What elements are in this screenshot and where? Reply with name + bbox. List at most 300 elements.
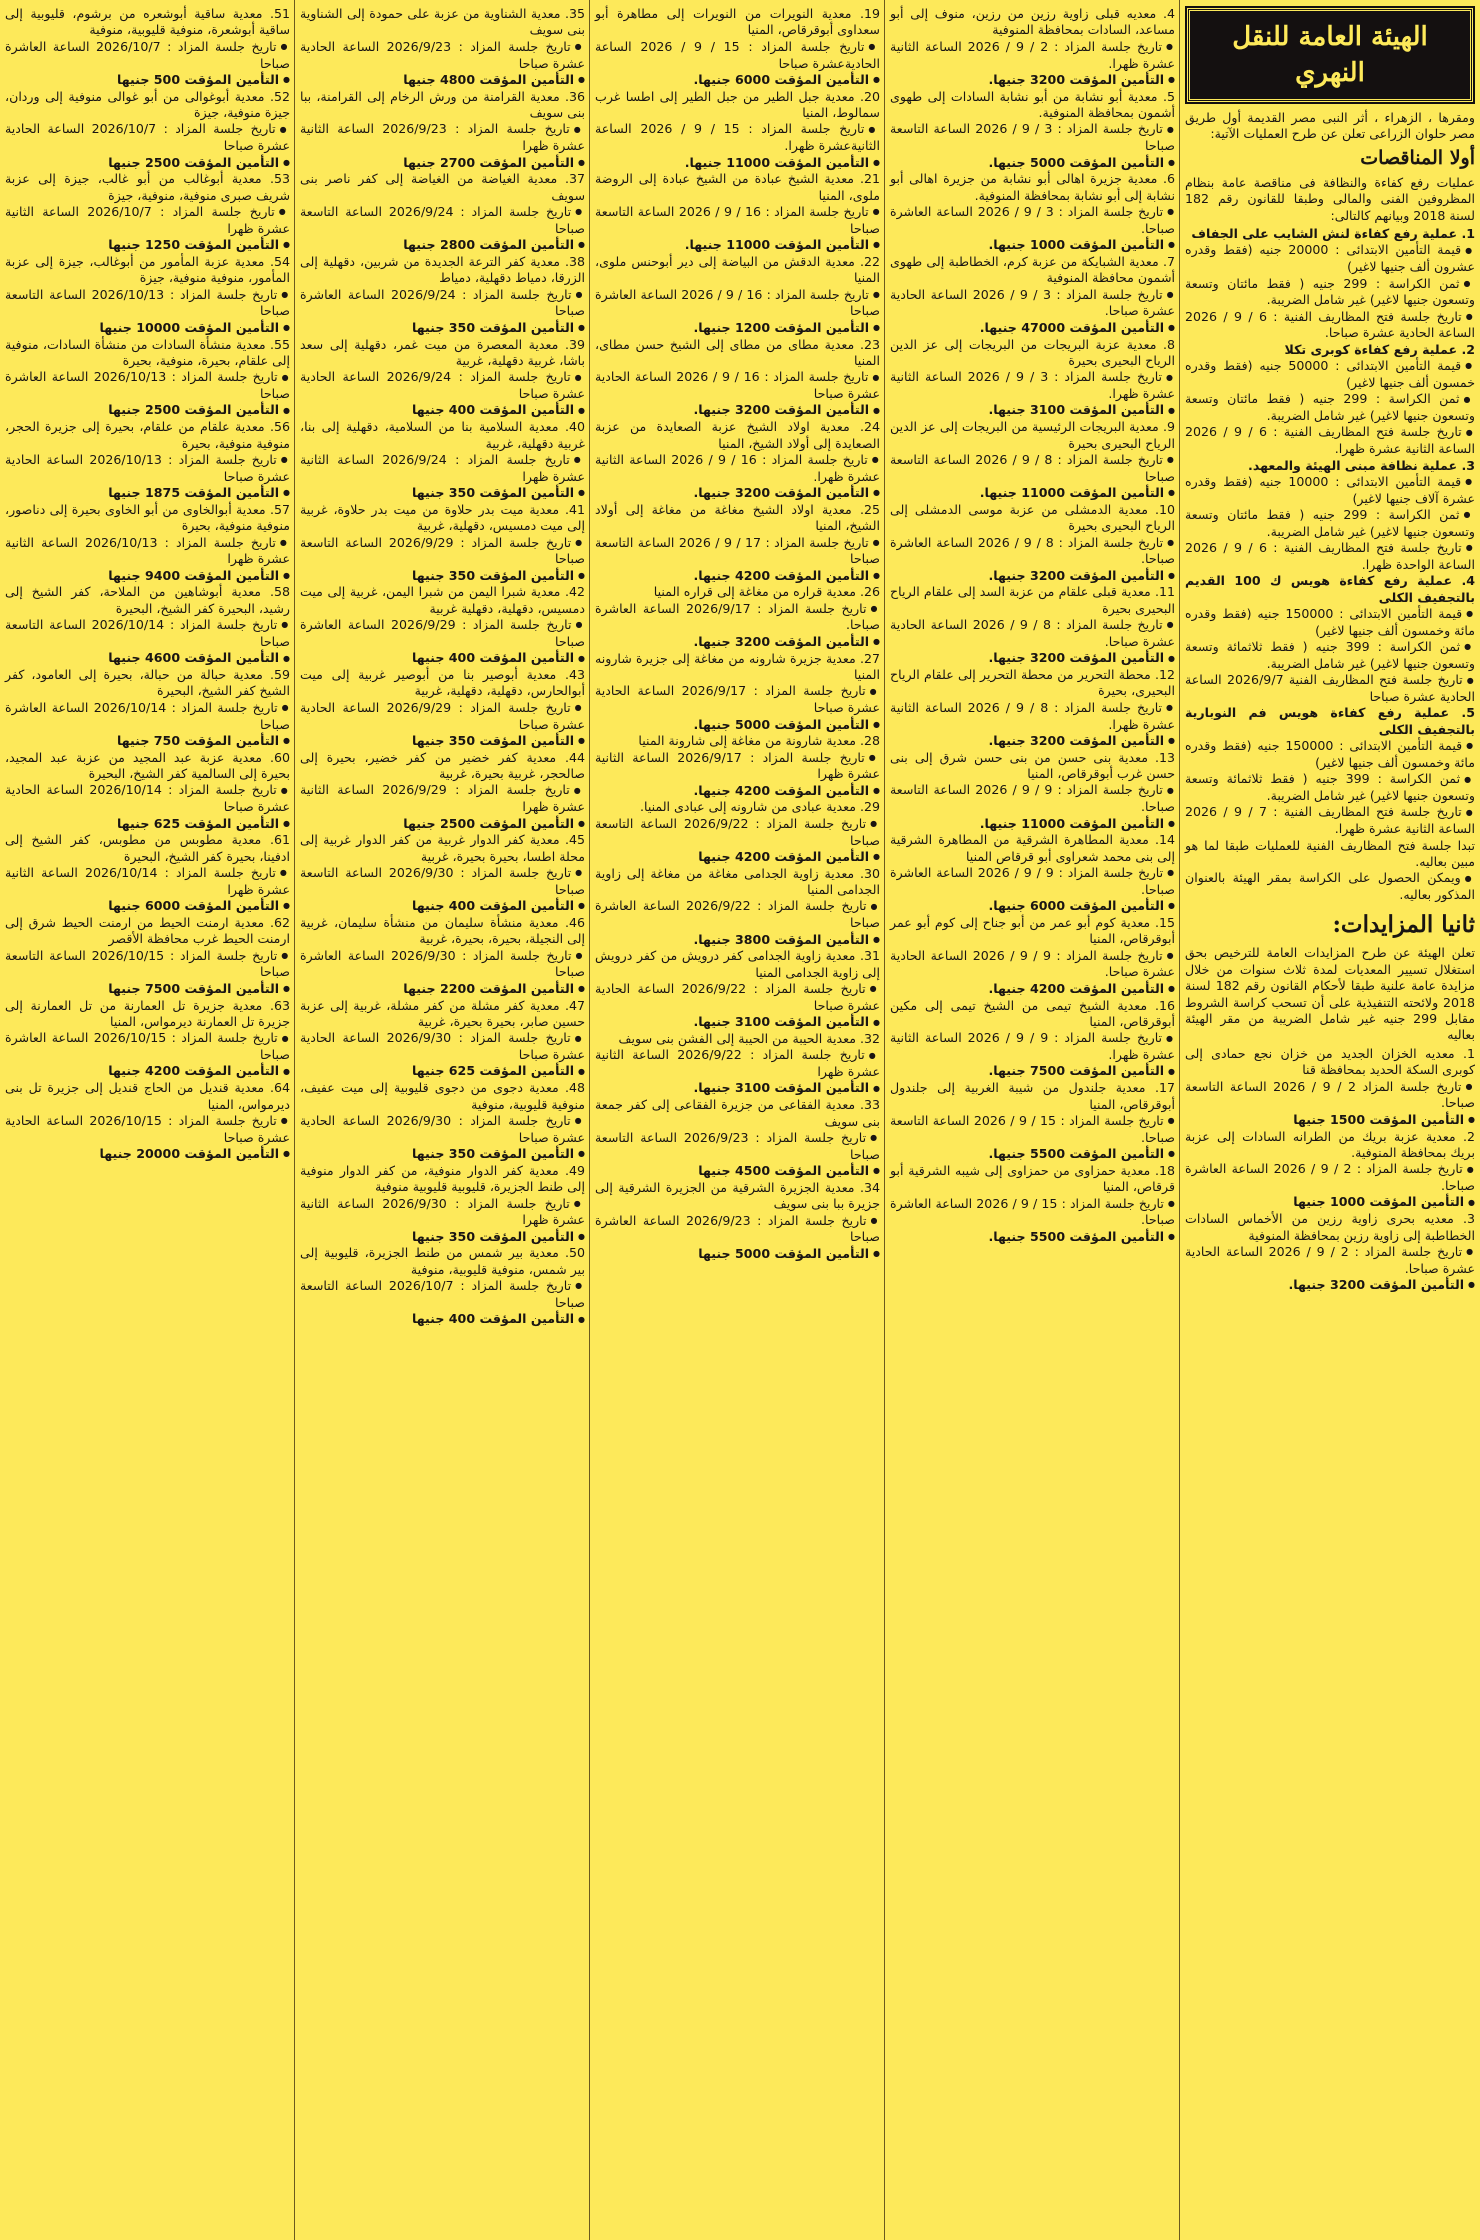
tender-item	[1185, 705, 1475, 837]
ferry-deposit: ● التأمين المؤقت 350 جنيها	[300, 1229, 585, 1246]
ferry-route: 20. معدية جبل الطير من جبل الطير إلى اطسا غرب سمالوط، المنيا	[595, 88, 880, 121]
ferry-item	[595, 502, 880, 585]
ferry-deposit: ● التأمين المؤقت 11000 جنيها.	[595, 237, 880, 254]
ferry-item	[595, 584, 880, 650]
ferry-item	[890, 584, 1175, 667]
ferry-deposit: ● التأمين المؤقت 2500 جنيها	[300, 816, 585, 833]
ferry-auction-date: ● تاريخ جلسة المزاد : 3 / 9 / 2026 الساعة العاشرة صباحا.	[890, 204, 1175, 237]
ferry-route: 3. معديه بحرى زاوية رزين من الأخماس السادات الخطاطبة إلى زاوية رزين بمحافظة المنوفية	[1185, 1211, 1475, 1243]
ferry-deposit: ● التأمين المؤقت 400 جنيها	[300, 898, 585, 915]
tender-title: 2. عملية رفع كفاءة كوبرى تكلا	[1284, 341, 1475, 357]
ferry-item	[595, 1097, 880, 1180]
ferry-route: 49. معدية كفر الدوار منوفية، من كفر الدوار منوفية إلى طنط الجزيرة، قليوبية قليوبية منوفية	[300, 1162, 585, 1195]
ferry-route: 5. معدية أبو نشابة من أبو نشابة السادات إلى طهوى أشمون بمحافظة المنوفية.	[890, 88, 1175, 121]
tender-detail: ● ثمن الكراسة : 299 جنيه ( فقط مائتان وتسعة وتسعون جنيها لاغير) غير شامل الضريبة.	[1185, 391, 1475, 424]
ferry-auction-date: ● تاريخ جلسة المزاد : 8 / 9 / 2026 الساعة التاسعة صباحا	[890, 452, 1175, 485]
column-2	[885, 0, 1180, 2240]
ferry-item	[890, 1080, 1175, 1163]
tender-detail: ● قيمة التأمين الابتدائى : 150000 جنيه (فقط وقدره مائة وخمسون ألف جنيها لاغير)	[1185, 606, 1475, 639]
ferry-route: 15. معدية كوم أبو عمر من أبو جناح إلى كوم أبو عمر أبوقرقاص، المنيا	[890, 914, 1175, 947]
tender-detail: ● تاريخ جلسة فتح المظاريف الفنية : 6 / 9 / 2026 الساعة الثانية عشرة ظهرا.	[1185, 424, 1475, 457]
ferry-route: 39. معدية المعصرة من ميت غمر، دقهلية إلى سعد باشا، غربية دقهلية، غربية	[300, 336, 585, 368]
ferry-deposit: ● التأمين المؤقت 7500 جنيها.	[890, 1063, 1175, 1080]
ferry-deposit: ● التأمين المؤقت 400 جنيها	[300, 402, 585, 419]
ferry-item	[5, 89, 290, 172]
ferry-deposit: ● التأمين المؤقت 5000 جنيها	[595, 1246, 880, 1263]
ferry-item	[5, 584, 290, 667]
ferry-deposit: ● التأمين المؤقت 3200 جنيها.	[595, 402, 880, 419]
ferry-route: 38. معدية كفر الترعة الجديدة من شربين، دقهلية إلى الزرقا، دمياط دقهلية، دمياط	[300, 253, 585, 286]
ferry-item	[5, 502, 290, 585]
ferry-auction-date: ● تاريخ جلسة المزاد : 2026/10/13 الساعة الحادية عشرة صباحا	[5, 452, 290, 485]
ferry-item	[595, 866, 880, 949]
ferry-auction-date: ● تاريخ جلسة المزاد : 17 / 9 / 2026 الساعة التاسعة صباحا	[595, 535, 880, 568]
ferry-auction-date: ● تاريخ جلسة المزاد : 2026/9/30 الساعة الحادية عشرة صباحا	[300, 1113, 585, 1146]
ferry-route: 57. معدية أبوالخاوى من أبو الخاوى بحيرة إلى دناصور، منوفية منوفية، بحيرة	[5, 501, 290, 534]
ferry-item	[595, 337, 880, 420]
ferry-auction-date: ● تاريخ جلسة المزاد : 2026/9/29 الساعة الحادية عشرة صباحا	[300, 700, 585, 733]
ferry-deposit: ● التأمين المؤقت 750 جنيها	[5, 733, 290, 750]
ferry-deposit: ● التأمين المؤقت 1500 جنيها	[1185, 1112, 1475, 1129]
ferry-item	[300, 1080, 585, 1163]
ferry-item	[595, 651, 880, 734]
tender-detail: ● تاريخ جلسة فتح المظاريف الفنية : 7 / 9 / 2026 الساعة الثانية عشرة ظهرا.	[1185, 804, 1475, 837]
ferry-item	[890, 502, 1175, 585]
tender-detail: ● قيمة التأمين الابتدائى : 10000 جنيه (فقط وقدره عشرة آلاف جنيها لاغير)	[1185, 474, 1475, 507]
ferry-deposit: ● التأمين المؤقت 625 جنيها	[5, 816, 290, 833]
ferry-route: 1. معديه الخزان الجديد من خزان نجع حمادى إلى كوبرى السكة الحديد بمحافظة قنا	[1185, 1045, 1475, 1078]
ferry-item	[5, 915, 290, 998]
authority-masthead: الهيئة العامة للنقل النهري	[1187, 8, 1473, 102]
ferry-deposit: ● التأمين المؤقت 350 جنيها	[300, 568, 585, 585]
tender-detail: ● ثمن الكراسة : 299 جنيه ( فقط مائتان وتسعة وتسعون جنيها لاغير) غير شامل الضريبة.	[1185, 276, 1475, 309]
ferry-auction-date: ● تاريخ جلسة المزاد : 9 / 9 / 2026 الساعة التاسعة صباحا.	[890, 782, 1175, 815]
ferry-route: 51. معدية ساقية أبوشعره من برشوم، قليوبية إلى ساقية أبوشعرة، منوفية قليوبية، منوفية	[5, 6, 290, 38]
ferry-item	[5, 832, 290, 915]
ferry-deposit: ● التأمين المؤقت 5500 جنيها.	[890, 1146, 1175, 1163]
ferry-item	[595, 6, 880, 89]
ferry-auction-date: ● تاريخ جلسة المزاد : 2026/9/30 الساعة التاسعة صباحا	[300, 865, 585, 898]
column-3	[590, 0, 885, 2240]
ferry-auction-date: ● تاريخ جلسة المزاد : 2026/10/14 الساعة العاشرة صباحا	[5, 700, 290, 733]
ferry-route: 60. معدية عزبة عبد المجيد من عزبة عبد المجيد، بحيرة إلى السالمية كفر الشيخ، البحيرة	[5, 749, 290, 782]
ferry-list	[300, 6, 585, 1328]
ferry-auction-date: ● تاريخ جلسة المزاد : 16 / 9 / 2026 الساعة العاشرة صباحا	[595, 287, 880, 320]
ferry-deposit: ● التأمين المؤقت 3200 جنيها.	[890, 733, 1175, 750]
ferry-route: 41. معدية ميت بدر حلاوة من ميت بدر حلاوة، غربية إلى ميت دمسيس، دقهلية، غربية	[300, 501, 585, 534]
ferry-auction-date: ● تاريخ جلسة المزاد : 16 / 9 / 2026 الساعة الحادية عشرة صباحا	[595, 369, 880, 402]
ferry-auction-date: ● تاريخ جلسة المزاد : 2026/10/15 الساعة الحادية عشرة صباحا	[5, 1113, 290, 1146]
ferry-route: 9. معدية البريجات الرئيسية من البريجات إلى عز الدين الرياح البحيرى بحيرة	[890, 419, 1175, 451]
ferry-deposit: ● التأمين المؤقت 3200 جنيها.	[890, 72, 1175, 89]
ferry-deposit: ● التأمين المؤقت 350 جنيها	[300, 733, 585, 750]
ferry-route: 6. معدية جزيرة اهالى أبو نشابة من جزيرة اهالى أبو نشابة إلى أبو نشابة بمحافظة المنوفية.	[890, 171, 1175, 203]
tender-detail: ● ثمن الكراسة : 399 جنيه ( فقط ثلاثمائة وتسعة وتسعون جنيها لاغير) غير شامل الضريبة.	[1185, 639, 1475, 672]
tenders-intro: عمليات رفع كفاءة والنظافة فى مناقصة عامة بنظام المظروفين الفنى والمالى وطبقا للقانون رقم 182 لسنة 2018 وبيانهم كالتالى:	[1185, 174, 1475, 223]
ferry-auction-date: ● تاريخ جلسة المزاد : 2026/9/29 الساعة التاسعة صباحا	[300, 535, 585, 568]
ferry-auction-date: ● تاريخ جلسة المزاد : 2026/9/17 الساعة العاشرة صباحا.	[595, 601, 880, 634]
ferry-deposit: ● التأمين المؤقت 4200 جنيها	[5, 1063, 290, 1080]
ferry-route: 34. معدية الجزيرة الشرقية من الجزيرة الشرقية إلى جزيرة ببا بنى سويف	[595, 1179, 880, 1212]
ferry-item	[300, 419, 585, 502]
tender-title: 5. عملية رفع كفاءة هويس فم النوبارية بالتجفيف الكلى	[1185, 705, 1475, 737]
ferry-item	[300, 89, 585, 172]
tender-item	[1185, 458, 1475, 574]
tender-detail: ● قيمة التأمين الابتدائى : 150000 جنيه (فقط وقدره مائة وخمسون ألف جنيها لاغير)	[1185, 738, 1475, 771]
ferry-route: 45. معدية كفر الدوار غربية من كفر الدوار غربية إلى محلة اطسا، بحيرة بحيرة، غربية	[300, 832, 585, 864]
ferry-auction-date: ● تاريخ جلسة المزاد : 2026/10/13 الساعة التاسعة صباحا	[5, 287, 290, 320]
ferry-item	[1185, 1211, 1475, 1294]
ferry-route: 52. معدية أبوغوالى من أبو غوالى منوفية إلى وردان، جيزة منوفية، جيزة	[5, 88, 290, 121]
ferry-deposit: ● التأمين المؤقت 11000 جنيها.	[890, 485, 1175, 502]
auctions-heading: ثانيا المزايدات:	[1332, 911, 1475, 939]
column-5	[0, 0, 295, 2240]
ferry-item	[5, 419, 290, 502]
ferry-deposit: ● التأمين المؤقت 3100 جنيها.	[595, 1014, 880, 1031]
ferry-deposit: ● التأمين المؤقت 4200 جنيها	[595, 849, 880, 866]
ferry-item	[300, 171, 585, 254]
ferry-auction-date: ● تاريخ جلسة المزاد : 9 / 9 / 2026 الساعة العاشرة صباحا.	[890, 865, 1175, 898]
ferry-route: 26. معدية قراره من مغاغة إلى قراره المنيا	[653, 584, 880, 600]
ferry-route: 43. معدية أبوصير بنا من أبوصير غربية إلى ميت أبوالحارس، دقهلية، دقهلية، غربية	[300, 667, 585, 699]
ferry-route: 56. معدية علقام من علقام، بحيرة إلى جزيرة الحجر، منوفية منوفية، بحيرة	[5, 419, 290, 451]
tenders-closing	[1185, 838, 1475, 904]
ferry-deposit: ● التأمين المؤقت 9400 جنيها	[5, 568, 290, 585]
tenders-note: تبدا جلسة فتح المظاريف الفنية للعمليات طبقا لما هو مبين بعاليه.	[1185, 837, 1475, 869]
ferry-item	[5, 998, 290, 1081]
ferry-auction-date: ● تاريخ جلسة المزاد : 2 / 9 / 2026 الساعة العاشرة صباحا.	[1185, 1161, 1475, 1194]
ferry-auction-date: ● تاريخ جلسة المزاد : 15 / 9 / 2026 الساعة التاسعة صباحا.	[890, 1113, 1175, 1146]
ferry-item	[595, 799, 880, 865]
ferry-auction-date: ● تاريخ جلسة المزاد : 2 / 9 / 2026 الساعة الحادية عشرة صباحا.	[1185, 1244, 1475, 1277]
ferry-route: 59. معدية حبالة من حبالة، بحيرة إلى العامود، كفر الشيخ كفر الشيخ، البحيرة	[5, 667, 290, 699]
ferry-route: 53. معدية أبوغالب من أبو غالب، جيزة إلى عزبة شريف صبرى منوفية، منوفية، جيزة	[5, 171, 290, 203]
ferry-item	[890, 1163, 1175, 1246]
ferry-deposit: ● التأمين المؤقت 350 جنيها	[300, 485, 585, 502]
ferry-auction-date: ● تاريخ جلسة المزاد : 2026/9/23 الساعة الثانية عشرة ظهرا	[300, 121, 585, 154]
ferry-auction-date: ● تاريخ جلسة المزاد : 2026/9/17 الساعة الثانية عشرة ظهرا	[595, 750, 880, 783]
ferry-deposit: ● التأمين المؤقت 11000 جنيها.	[595, 155, 880, 172]
ferry-list	[595, 6, 880, 1262]
ferry-route: 42. معدية شبرا اليمن من شبرا اليمن، غربية إلى ميت دمسيس، دقهلية، دقهلية غربية	[300, 584, 585, 616]
tender-title: 4. عملية رفع كفاءة هويس ك 100 القديم بالتجفيف الكلى	[1185, 573, 1475, 605]
ferry-item	[300, 254, 585, 337]
ferry-route: 55. معدية منشأة السادات من منشأة السادات، منوفية إلى علقام، بحيرة، منوفية، بحيرة	[5, 336, 290, 368]
column-4	[295, 0, 590, 2240]
ferry-deposit: ● التأمين المؤقت 4200 جنيها.	[595, 783, 880, 800]
ferry-route: 31. معدية زاوية الجدامى كفر درويش من كفر درويش إلى زاوية الجدامى المنيا	[595, 948, 880, 980]
ferry-auction-date: ● تاريخ جلسة المزاد : 2026/9/22 الساعة العاشرة صباحا	[595, 898, 880, 931]
ferry-route: 54. معدية عزبة المأمور من أبوغالب، جيزة إلى عزبة المأمور، منوفية منوفية، جيزة	[5, 253, 290, 286]
ferry-route: 7. معدية الشبايكة من عزبة كرم، الخطاطبة إلى طهوى أشمون محافظة المنوفية	[890, 253, 1175, 286]
ferry-deposit: ● التأمين المؤقت 3100 جنيها.	[890, 402, 1175, 419]
tender-detail: ● قيمة التأمين الابتدائى : 20000 جنيه (فقط وقدره عشرون ألف جنيها لاغير)	[1185, 242, 1475, 275]
tender-detail: ● تاريخ جلسة فتح المظاريف الفنية 2026/9/7 الساعة الحادية عشرة صباحا	[1185, 672, 1475, 705]
ferry-deposit: ● التأمين المؤقت 2700 جنيها	[300, 155, 585, 172]
ferry-list	[890, 6, 1175, 1245]
ferry-item	[595, 948, 880, 1031]
ferry-item	[595, 171, 880, 254]
ferry-item	[300, 337, 585, 420]
intro-text: ومقرها ، الزهراء ، أثر النبى مصر القديمة أول طريق مصر حلوان الزراعى تعلن عن طرح العمليات الآتية:	[1185, 110, 1475, 142]
ferry-auction-date: ● تاريخ جلسة المزاد : 2026/9/22 الساعة الحادية عشرة صباحا	[595, 981, 880, 1014]
ferry-route: 22. معدية الدقش من البياضة إلى دير أبوحنس ملوى، المنيا	[595, 253, 880, 286]
ferry-auction-date: ● تاريخ جلسة المزاد : 2026/10/14 الساعة التاسعة صباحا	[5, 617, 290, 650]
ferry-auction-date: ● تاريخ جلسة المزاد : 16 / 9 / 2026 الساعة الثانية عشرة ظهرا.	[595, 452, 880, 485]
ferry-item	[300, 584, 585, 667]
ferry-route: 27. معدية جزيرة شارونه من مغاغة إلى جزيرة شارونه المنيا	[595, 650, 880, 682]
ferry-route: 16. معدية الشيخ تيمى من الشيخ تيمى إلى مكين أبوقرقاص، المنيا	[890, 997, 1175, 1029]
ferry-item	[890, 832, 1175, 915]
ferry-route: 61. معدية مطوبس من مطوبس، كفر الشيخ إلى ادفينا، بحيرة كفر الشيخ، البحيرة	[5, 832, 290, 864]
ferry-item	[300, 750, 585, 833]
ferry-auction-date: ● تاريخ جلسة المزاد : 2026/9/30 الساعة العاشرة صباحا	[300, 948, 585, 981]
ferry-route: 32. معدية الحيبة من الحيبة إلى الفشن بنى سويف	[618, 1030, 880, 1046]
ferry-item	[300, 1245, 585, 1328]
ferry-item	[5, 750, 290, 833]
ferry-route: 2. معدية عزبة بريك من الطرانه السادات إلى عزبة بريك بمحافظة المنوفية.	[1185, 1128, 1475, 1160]
ferry-auction-date: ● تاريخ جلسة المزاد : 2026/9/30 الساعة الثانية عشرة ظهرا	[300, 1196, 585, 1229]
ferry-auction-date: ● تاريخ جلسة المزاد : 16 / 9 / 2026 الساعة التاسعة صباحا	[595, 204, 880, 237]
ferry-deposit: ● التأمين المؤقت 3200 جنيها.	[595, 485, 880, 502]
ferry-deposit: ● التأمين المؤقت 3200 جنيها.	[595, 634, 880, 651]
ferry-auction-date: ● تاريخ جلسة المزاد : 3 / 9 / 2026 الساعة الحادية عشرة صباحا.	[890, 287, 1175, 320]
ferry-deposit: ● التأمين المؤقت 1000 جنيها.	[890, 237, 1175, 254]
ferry-item	[595, 89, 880, 172]
ferry-auction-date: ● تاريخ جلسة المزاد : 9 / 9 / 2026 الساعة الثانية عشرة ظهرا.	[890, 1030, 1175, 1063]
ferry-item	[300, 667, 585, 750]
tenders-heading: أولا المناقصات	[1360, 146, 1475, 169]
ferry-route: 29. معدية عبادى من شارونه إلى عبادى المنيا.	[639, 799, 880, 815]
ferry-deposit: ● التأمين المؤقت 6000 جنيها.	[890, 898, 1175, 915]
ferry-route: 40. معدية السلامية بنا من السلامية، دقهلية إلى بنا، غربية دقهلية، غربية	[300, 419, 585, 451]
tender-title: 1. عملية رفع كفاءة لنش الشايب على الجفاف	[1191, 226, 1475, 242]
ferry-route: 10. معدية الدمشلى من عزبة موسى الدمشلى إلى الرياح البحيرى بحيرة	[890, 501, 1175, 534]
tender-detail: ● ثمن الكراسة : 299 جنيه ( فقط مائتان وتسعة وتسعون جنيها لاغير) غير شامل الضريبة.	[1185, 507, 1475, 540]
ferry-item	[300, 6, 585, 89]
ferry-route: 13. معدية بنى حسن من بنى حسن شرق إلى بنى حسن غرب أبوقرقاص، المنيا	[890, 749, 1175, 782]
ferry-deposit: ● التأمين المؤقت 5500 جنيها.	[890, 1229, 1175, 1246]
ferry-list	[1185, 1046, 1475, 1294]
tender-item	[1185, 573, 1475, 705]
ferry-route: 14. معدية المطاهرة الشرقية من المطاهرة الشرقية إلى بنى محمد شعراوى أبو قرقاص المنيا	[890, 832, 1175, 864]
ferry-item	[5, 171, 290, 254]
tenders-list	[1185, 226, 1475, 837]
ferry-route: 63. معدية جزيرة تل العمارنة من تل العمارنة إلى جزيرة تل العمارنة ديرمواس، المنيا	[5, 997, 290, 1029]
ferry-item	[5, 1080, 290, 1163]
ferry-deposit: ● التأمين المؤقت 5000 جنيها.	[595, 717, 880, 734]
ferry-item	[300, 1163, 585, 1246]
ferry-item	[5, 667, 290, 750]
ferry-deposit: ● التأمين المؤقت 11000 جنيها.	[890, 816, 1175, 833]
ferry-route: 4. معديه قبلى زاوية رزين من رزين، منوف إلى أبو مساعد، السادات بمحافظة المنوفية	[890, 6, 1175, 38]
ferry-item	[890, 915, 1175, 998]
ferry-deposit: ● التأمين المؤقت 4800 جنيها	[300, 72, 585, 89]
ferry-auction-date: ● تاريخ جلسة المزاد : 2026/10/15 الساعة التاسعة صباحا	[5, 948, 290, 981]
ferry-deposit: ● التأمين المؤقت 3200 جنيها.	[890, 568, 1175, 585]
ferry-deposit: ● التأمين المؤقت 350 جنيها	[300, 1146, 585, 1163]
tenders-note: ● ويمكن الحصول على الكراسة بمقر الهيئة بالعنوان المذكور بعاليه.	[1185, 870, 1475, 903]
ferry-route: 19. معدية النويرات من النويرات إلى مطاهرة أبو سعداوى أبوقرقاص، المنيا	[595, 6, 880, 38]
ferry-auction-date: ● تاريخ جلسة المزاد : 2026/9/24 الساعة العاشرة صباحا	[300, 287, 585, 320]
ferry-auction-date: ● تاريخ جلسة المزاد : 8 / 9 / 2026 الساعة الحادية عشرة صباحا.	[890, 617, 1175, 650]
ferry-auction-date: ● تاريخ جلسة المزاد : 2026/9/29 الساعة العاشرة صباحا	[300, 617, 585, 650]
ferry-deposit: ● التأمين المؤقت 2500 جنيها	[5, 402, 290, 419]
ferry-auction-date: ● تاريخ جلسة المزاد : 2026/9/24 الساعة الحادية عشرة صباحا	[300, 369, 585, 402]
ferry-item	[890, 750, 1175, 833]
column-1	[1180, 0, 1480, 2240]
ferry-auction-date: ● تاريخ جلسة المزاد : 3 / 9 / 2026 الساعة التاسعة صباحا	[890, 121, 1175, 154]
ferry-auction-date: ● تاريخ جلسة المزاد : 2026/9/24 الساعة التاسعة صباحا	[300, 204, 585, 237]
ferry-deposit: ● التأمين المؤقت 20000 جنيها	[5, 1146, 290, 1163]
tender-detail: ● ثمن الكراسة : 399 جنيه ( فقط ثلاثمائة وتسعة وتسعون جنيها لاغير) غير شامل الضريبة.	[1185, 771, 1475, 804]
ferry-item	[890, 89, 1175, 172]
ferry-auction-date: ● تاريخ جلسة المزاد : 2026/9/22 الساعة التاسعة صباحا	[595, 816, 880, 849]
ferry-auction-date: ● تاريخ جلسة المزاد : 3 / 9 / 2026 الساعة الثانية عشرة ظهرا.	[890, 369, 1175, 402]
tender-detail: ● تاريخ جلسة فتح المظاريف الفنية : 6 / 9 / 2026 الساعة الحادية عشرة صباحا.	[1185, 309, 1475, 342]
ferry-route: 23. معدية مطاى من مطاى إلى الشيخ حسن مطاى، المنيا	[595, 336, 880, 368]
tender-detail: ● تاريخ جلسة فتح المظاريف الفنية : 6 / 9 / 2026 الساعة الواحدة ظهرا.	[1185, 540, 1475, 573]
ferry-route: 48. معدية دجوى من دجوى قليوبية إلى ميت عفيف، منوفية قليوبية، منوفية	[300, 1080, 585, 1112]
ferry-route: 46. معدية منشأة سليمان من منشأة سليمان، غربية إلى النجيلة، بحيرة، بحيرة، غربية	[300, 914, 585, 947]
ferry-route: 44. معدية كفر خضير من كفر خضير، بحيرة إلى صالحجر، غربية بحيرة، غربية	[300, 749, 585, 782]
tender-item	[1185, 342, 1475, 458]
ferry-auction-date: ● تاريخ جلسة المزاد : 2026/10/7 الساعة التاسعة صباحا	[300, 1278, 585, 1311]
ferry-auction-date: ● تاريخ جلسة المزاد : 8 / 9 / 2026 الساعة العاشرة صباحا.	[890, 535, 1175, 568]
ferry-item	[890, 171, 1175, 254]
ferry-route: 50. معدية بير شمس من طنط الجزيرة، قليوبية إلى بير شمس، منوفية قليوبية، منوفية	[300, 1245, 585, 1277]
ferry-auction-date: ● تاريخ جلسة المزاد : 2 / 9 / 2026 الساعة الثانية عشرة ظهرا.	[890, 39, 1175, 72]
ferry-route: 28. معدية شارونة من مغاغة إلى شارونة المنيا	[638, 733, 880, 749]
ferry-route: 37. معدية الغياضة من الغياضة إلى كفر ناصر بنى سويف	[300, 171, 585, 203]
ferry-deposit: ● التأمين المؤقت 1875 جنيها	[5, 485, 290, 502]
ferry-item	[890, 998, 1175, 1081]
ferry-auction-date: ● تاريخ جلسة المزاد : 2026/9/30 الساعة الحادية عشرة صباحا	[300, 1030, 585, 1063]
ferry-deposit: ● التأمين المؤقت 4200 جنيها.	[595, 568, 880, 585]
ferry-deposit: ● التأمين المؤقت 47000 جنيها.	[890, 320, 1175, 337]
ferry-deposit: ● التأمين المؤقت 500 جنيها	[5, 72, 290, 89]
ferry-item	[595, 1180, 880, 1263]
ferry-auction-date: ● تاريخ جلسة المزاد : 2026/10/7 الساعة الحادية عشرة صباحا	[5, 121, 290, 154]
ferry-item	[300, 915, 585, 998]
ferry-auction-date: ● تاريخ جلسة المزاد : 2026/9/22 الساعة الثانية عشرة ظهرا	[595, 1047, 880, 1080]
ferry-deposit: ● التأمين المؤقت 625 جنيها	[300, 1063, 585, 1080]
ferry-deposit: ● التأمين المؤقت 5000 جنيها.	[890, 155, 1175, 172]
ferry-deposit: ● التأمين المؤقت 350 جنيها	[300, 320, 585, 337]
ferry-deposit: ● التأمين المؤقت 2200 جنيها	[300, 981, 585, 998]
tender-item	[1185, 226, 1475, 342]
ferry-deposit: ● التأمين المؤقت 1250 جنيها	[5, 237, 290, 254]
ferry-deposit: ● التأمين المؤقت 1000 جنيها	[1185, 1194, 1475, 1211]
ferry-item	[300, 998, 585, 1081]
tender-detail: ● قيمة التأمين الابتدائى : 50000 جنيه (فقط وقدره خمسون ألف جنيها لاغير)	[1185, 358, 1475, 391]
ferry-item	[5, 337, 290, 420]
ferry-auction-date: ● تاريخ جلسة المزاد : 2026/9/23 الساعة العاشرة صباحا	[595, 1213, 880, 1246]
ferry-deposit: ● التأمين المؤقت 3200 جنيها.	[1185, 1277, 1475, 1294]
ferry-deposit: ● التأمين المؤقت 1200 جنيها.	[595, 320, 880, 337]
ferry-route: 35. معدية الشناوية من عزبة على حمودة إلى الشناوية بنى سويف	[300, 6, 585, 38]
ferry-item	[5, 6, 290, 89]
ferry-route: 8. معدية عزبة البريجات من البريجات إلى عز الدين الرياح البحيرى بحيرة	[890, 336, 1175, 368]
ferry-deposit: ● التأمين المؤقت 400 جنيها	[300, 650, 585, 667]
ferry-item	[890, 254, 1175, 337]
ferry-deposit: ● التأمين المؤقت 3800 جنيها.	[595, 932, 880, 949]
ferry-auction-date: ● تاريخ جلسة المزاد : 2026/10/14 الساعة الثانية عشرة ظهرا	[5, 865, 290, 898]
ferry-item	[300, 832, 585, 915]
ferry-route: 25. معدية اولاد الشيخ مغاغة من مغاغة إلى أولاد الشيخ، المنيا	[595, 501, 880, 534]
ferry-deposit: ● التأمين المؤقت 4200 جنيها.	[890, 981, 1175, 998]
ferry-route: 18. معدية حمزاوى من حمزاوى إلى شيبه الشرقية أبو قرقاص، المنيا	[890, 1162, 1175, 1195]
ferry-item	[890, 667, 1175, 750]
ferry-item	[5, 254, 290, 337]
ferry-item	[1185, 1046, 1475, 1129]
ferry-deposit: ● التأمين المؤقت 4500 جنيها	[595, 1163, 880, 1180]
ferry-deposit: ● التأمين المؤقت 7500 جنيها	[5, 981, 290, 998]
ferry-item	[595, 254, 880, 337]
ferry-auction-date: ● تاريخ جلسة المزاد : 8 / 9 / 2026 الساعة الثانية عشرة ظهرا.	[890, 700, 1175, 733]
ferry-route: 58. معدية أبوشاهين من الملاحة، كفر الشيخ إلى رشيد، البحيرة كفر الشيخ، البحيرة	[5, 584, 290, 616]
ferry-list	[5, 6, 290, 1163]
ferry-route: 30. معدية زاوية الجدامى مغاغة من مغاغة إلى زاوية الجدامى المنيا	[595, 865, 880, 898]
ferry-auction-date: ● تاريخ جلسة المزاد : 2026/10/13 الساعة الثانية عشرة ظهرا	[5, 535, 290, 568]
ferry-item	[890, 419, 1175, 502]
ferry-route: 47. معدية كفر مشلة من كفر مشلة، غربية إلى عزبة حسين صابر، بحيرة بحيرة، غربية	[300, 997, 585, 1029]
tender-title: 3. عملية نظافة مبنى الهيئة والمعهد.	[1248, 457, 1475, 473]
ferry-deposit: ● التأمين المؤقت 6000 جنيها.	[595, 72, 880, 89]
ferry-deposit: ● التأمين المؤقت 2500 جنيها	[5, 155, 290, 172]
ferry-deposit: ● التأمين المؤقت 2800 جنيها	[300, 237, 585, 254]
ferry-route: 24. معدية اولاد الشيخ عزبة الصعايدة من عزبة الصعايدة إلى أولاد الشيخ، المنيا	[595, 419, 880, 451]
ferry-item	[300, 502, 585, 585]
ferry-route: 11. معدية قبلى علقام من عزبة السد إلى علقام الرياح البحيرى بحيرة	[890, 584, 1175, 616]
ferry-auction-date: ● تاريخ جلسة المزاد : 2026/9/23 الساعة الحادية عشرة صباحا	[300, 39, 585, 72]
ferry-item	[595, 419, 880, 502]
ferry-auction-date: ● تاريخ جلسة المزاد : 2026/10/14 الساعة الحادية عشرة صباحا	[5, 782, 290, 815]
ferry-auction-date: ● تاريخ جلسة المزاد : 9 / 9 / 2026 الساعة الحادية عشرة صباحا.	[890, 948, 1175, 981]
ferry-auction-date: ● تاريخ جلسة المزاد : 2026/10/7 الساعة العاشرة صباحا	[5, 39, 290, 72]
ferry-auction-date: ● تاريخ جلسة المزاد 2 / 9 / 2026 الساعة التاسعة صباحا.	[1185, 1079, 1475, 1112]
ferry-deposit: ● التأمين المؤقت 3100 جنيها.	[595, 1080, 880, 1097]
ferry-route: 12. محطة التحرير من محطة التحرير إلى علقام الرياح البحيرى، بحيرة	[890, 667, 1175, 699]
ferry-route: 21. معدية الشيخ عبادة من الشيخ عبادة إلى الروضة ملوى، المنيا	[595, 171, 880, 203]
ferry-deposit: ● التأمين المؤقت 4600 جنيها	[5, 650, 290, 667]
ferry-auction-date: ● تاريخ جلسة المزاد : 2026/9/29 الساعة الثانية عشرة ظهرا	[300, 782, 585, 815]
ferry-deposit: ● التأمين المؤقت 10000 جنيها	[5, 320, 290, 337]
ferry-auction-date: ● تاريخ جلسة المزاد : 2026/9/17 الساعة الحادية عشرة صباحا	[595, 683, 880, 716]
ferry-auction-date: ● تاريخ جلسة المزاد : 2026/10/15 الساعة العاشرة صباحا	[5, 1030, 290, 1063]
ferry-auction-date: ● تاريخ جلسة المزاد : 2026/9/23 الساعة التاسعة صباحا	[595, 1130, 880, 1163]
ferry-auction-date: ● تاريخ جلسة المزاد : 15 / 9 / 2026 الساعة العاشرة صباحا.	[890, 1196, 1175, 1229]
ferry-route: 33. معدية الفقاعى من جزيرة الفقاعى إلى كفر جمعة بنى سويف	[595, 1097, 880, 1129]
ferry-auction-date: ● تاريخ جلسة المزاد : 15 / 9 / 2026 الساعة الحاديةعشرة صباحا	[595, 39, 880, 72]
ferry-auction-date: ● تاريخ جلسة المزاد : 2026/10/13 الساعة العاشرة صباحا	[5, 369, 290, 402]
ferry-route: 64. معدية قنديل من الحاج قنديل إلى جزيرة تل بنى ديرمواس، المنيا	[5, 1080, 290, 1112]
ferry-item	[595, 1031, 880, 1097]
ferry-deposit: ● التأمين المؤقت 6000 جنيها	[5, 898, 290, 915]
ferry-item	[595, 733, 880, 799]
ferry-auction-date: ● تاريخ جلسة المزاد : 2026/9/24 الساعة الثانية عشرة ظهرا	[300, 452, 585, 485]
ferry-route: 17. معدية جلندول من شيبة الغربية إلى جلندول أبوقرقاص، المنيا	[890, 1080, 1175, 1112]
ferry-deposit: ● التأمين المؤقت 3200 جنيها.	[890, 650, 1175, 667]
ferry-item	[890, 337, 1175, 420]
ferry-item	[1185, 1129, 1475, 1212]
ferry-route: 62. معدية ارمنت الحيط من ارمنت الحيط شرق إلى ارمنت الحيط غرب محافظة الأقصر	[5, 914, 290, 947]
ferry-auction-date: ● تاريخ جلسة المزاد : 15 / 9 / 2026 الساعة الثانيةعشرة ظهرا.	[595, 121, 880, 154]
auctions-intro: تعلن الهيئة عن طرح المزايدات العامة للترخيص بحق استغلال تسيير المعديات لمدة ثلاث سنوات من خلال مزايدة عامة علنية طبقا لأحكام القانون رقم 182 لسنة 2018 ولائحته التنفيذية على أن تسحب كراسة الشروط مقابل 299 جنيه غير شامل الضريبة من مقر الهيئة بعاليه	[1185, 945, 1475, 1043]
ferry-auction-date: ● تاريخ جلسة المزاد : 2026/10/7 الساعة الثانية عشرة ظهرا	[5, 204, 290, 237]
ferry-deposit: ● التأمين المؤقت 400 جنيها	[300, 1311, 585, 1328]
ferry-route: 36. معدية القرامنة من ورش الرخام إلى القرامنة، ببا بنى سويف	[300, 88, 585, 121]
